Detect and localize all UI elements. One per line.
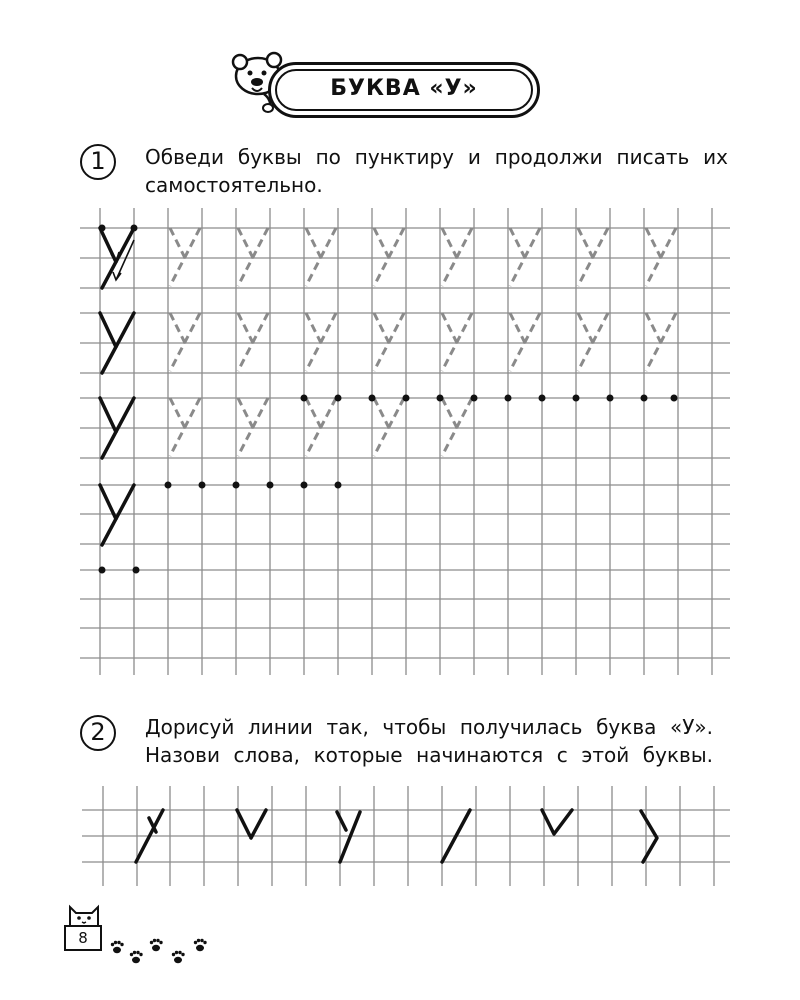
dashed-letter — [238, 313, 268, 371]
task1-line-2: самостоятельно. — [145, 173, 323, 197]
paw-prints — [108, 935, 218, 971]
guide-dot — [471, 395, 478, 402]
guide-dot — [99, 567, 106, 574]
guide-dot — [369, 395, 376, 402]
dashed-letter — [374, 398, 404, 456]
task1-line-1: Обведи буквы по пунктиру и продолжи писать их — [145, 145, 728, 169]
dashed-letter — [238, 398, 268, 456]
guide-dot — [641, 395, 648, 402]
page-title: БУКВА «У» — [330, 76, 478, 101]
partial-letter-2 — [237, 810, 266, 838]
guide-dot — [403, 395, 410, 402]
dashed-letter — [442, 228, 472, 286]
guide-dot — [165, 482, 172, 489]
paw-print-icon — [172, 951, 185, 963]
dashed-letter — [170, 228, 200, 286]
page-number: 8 — [64, 925, 102, 951]
dashed-letter — [442, 398, 472, 456]
dashed-letter — [306, 398, 336, 456]
task2-line-2: Назови слова, которые начинаются с этой буквы. — [145, 743, 713, 767]
dashed-letter — [646, 313, 676, 371]
paw-print-icon — [130, 951, 143, 963]
guide-dot — [505, 395, 512, 402]
dashed-letter — [170, 398, 200, 456]
guide-dot — [233, 482, 240, 489]
guide-dot — [437, 395, 444, 402]
guide-dot — [267, 482, 274, 489]
task2-number: 2 — [80, 715, 116, 751]
practice-grid — [80, 208, 730, 675]
dashed-letter — [646, 228, 676, 286]
model-letter — [100, 485, 134, 545]
dashed-letter — [510, 228, 540, 286]
partial-letter-5 — [542, 810, 572, 834]
paw-print-icon — [111, 941, 124, 953]
dashed-letter — [510, 313, 540, 371]
guide-dot — [199, 482, 206, 489]
dashed-letter — [374, 313, 404, 371]
guide-dot — [301, 395, 308, 402]
practice-letters — [99, 225, 678, 574]
guide-dot — [539, 395, 546, 402]
dashed-letter — [306, 228, 336, 286]
paw-print-icon — [194, 939, 207, 951]
guide-dot — [335, 395, 342, 402]
dashed-letter — [238, 228, 268, 286]
task2-line-1: Дорисуй линии так, чтобы получилась буква «У». — [145, 715, 713, 739]
guide-dot — [133, 567, 140, 574]
dashed-letter — [578, 228, 608, 286]
guide-dot — [573, 395, 580, 402]
guide-dot — [607, 395, 614, 402]
guide-dot — [335, 482, 342, 489]
start-dot — [131, 225, 138, 232]
task1-number: 1 — [80, 144, 116, 180]
guide-dot — [301, 482, 308, 489]
dashed-letter — [578, 313, 608, 371]
start-dot — [99, 225, 106, 232]
guide-dot — [671, 395, 678, 402]
dashed-letter — [306, 313, 336, 371]
completion-grid — [82, 786, 730, 886]
paw-print-icon — [150, 939, 163, 951]
dashed-letter — [170, 313, 200, 371]
dashed-letter — [442, 313, 472, 371]
dashed-letter — [374, 228, 404, 286]
